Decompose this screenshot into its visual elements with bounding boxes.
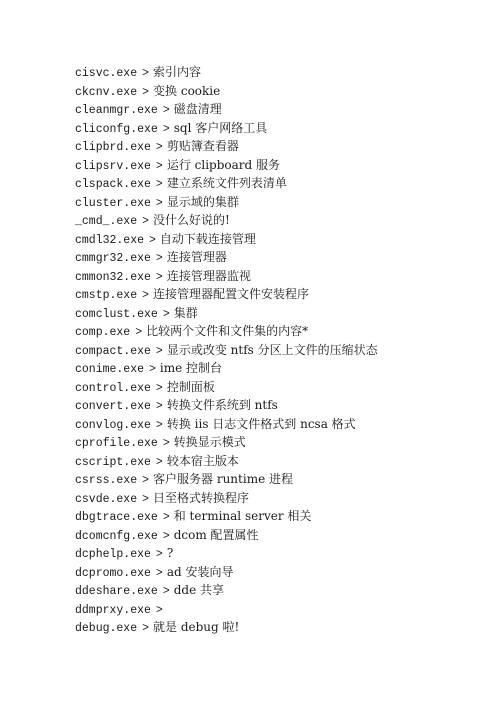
command-description: 转换 iis 日志文件格式到 ncsa 格式 — [166, 416, 356, 431]
separator-arrow: > — [149, 233, 156, 247]
separator-arrow: > — [162, 511, 170, 524]
separator-arrow: > — [155, 141, 163, 154]
command-name: compact.exe — [75, 344, 151, 358]
separator-arrow: > — [155, 603, 163, 617]
list-item — [75, 396, 378, 415]
separator-arrow: > — [162, 104, 170, 117]
list-item — [75, 378, 378, 397]
separator-arrow: > — [155, 270, 163, 284]
list-item — [75, 618, 378, 637]
command-description: 控制面板 — [166, 379, 215, 394]
list-item — [75, 137, 378, 156]
list-item — [75, 156, 378, 175]
list-item — [75, 359, 378, 378]
separator-arrow: > — [155, 566, 163, 580]
command-description: 连接管理器 — [166, 250, 227, 264]
command-description: sql 客户网络工具 — [173, 120, 268, 135]
command-description: 显示域的集群 — [166, 194, 239, 209]
command-name: cmdl32.exe — [75, 233, 145, 247]
separator-arrow: > — [142, 67, 150, 80]
command-name: dcomcnfg.exe — [75, 529, 158, 543]
separator-arrow: > — [155, 418, 163, 432]
separator-arrow: > — [142, 622, 150, 635]
command-name: cmmon32.exe — [75, 270, 151, 284]
command-name: dcpromo.exe — [75, 566, 151, 580]
command-description: 自动下载连接管理 — [159, 231, 256, 246]
command-name: ddmprxy.exe — [75, 603, 151, 617]
command-description: 日至格式转换程序 — [153, 490, 250, 505]
command-list — [75, 63, 378, 637]
separator-arrow: > — [162, 307, 170, 321]
command-name: ddeshare.exe — [75, 585, 158, 598]
separator-arrow: > — [155, 344, 163, 358]
command-name: clipbrd.exe — [75, 141, 151, 154]
command-description: ime 控制台 — [159, 361, 223, 375]
separator-arrow: > — [155, 455, 163, 469]
command-name: conime.exe — [75, 363, 145, 376]
separator-arrow: > — [142, 289, 150, 302]
command-description: 集群 — [173, 305, 198, 320]
list-item — [75, 433, 378, 452]
command-name: comclust.exe — [75, 307, 158, 321]
command-description: dcom 配置属性 — [173, 527, 259, 542]
command-description: 连接管理器监视 — [166, 268, 251, 283]
separator-arrow: > — [162, 122, 170, 136]
command-description: 转换显示模式 — [173, 435, 246, 449]
command-description: 磁盘清理 — [173, 102, 222, 116]
command-name: cisvc.exe — [75, 67, 138, 80]
separator-arrow: > — [162, 437, 170, 450]
separator-arrow: > — [162, 585, 170, 598]
command-name: csvde.exe — [75, 492, 138, 506]
separator-arrow: > — [142, 492, 150, 506]
list-item — [75, 119, 378, 138]
list-item — [75, 63, 378, 82]
separator-arrow: > — [155, 178, 163, 191]
command-description: 客户服务器 runtime 进程 — [153, 472, 293, 486]
command-name: cliconfg.exe — [75, 122, 158, 136]
command-name: ckcnv.exe — [75, 85, 138, 99]
command-description: 显示或改变 ntfs 分区上文件的压缩状态 — [166, 342, 378, 357]
command-name: _cmd_.exe — [75, 215, 138, 228]
separator-arrow: > — [155, 252, 163, 265]
list-item — [75, 322, 378, 341]
list-item — [75, 507, 378, 526]
command-description: 建立系统文件列表清单 — [166, 176, 287, 190]
list-item — [75, 452, 378, 471]
separator-arrow: > — [155, 400, 163, 413]
list-item — [75, 341, 378, 360]
list-item — [75, 82, 378, 101]
separator-arrow: > — [135, 326, 143, 339]
command-description: 比较两个文件和文件集的内容* — [146, 324, 309, 338]
separator-arrow: > — [142, 474, 150, 487]
command-name: clipsrv.exe — [75, 159, 151, 173]
command-name: cluster.exe — [75, 196, 151, 210]
command-name: dbgtrace.exe — [75, 511, 158, 524]
command-description: ad 安装向导 — [166, 564, 234, 579]
command-name: dcphelp.exe — [75, 548, 151, 561]
list-item — [75, 248, 378, 267]
separator-arrow: > — [155, 548, 163, 561]
separator-arrow: > — [155, 381, 163, 395]
command-name: clspack.exe — [75, 178, 151, 191]
command-description: 和 terminal server 相关 — [173, 509, 312, 523]
command-description: 运行 clipboard 服务 — [166, 157, 281, 172]
command-name: convlog.exe — [75, 418, 151, 432]
separator-arrow: > — [149, 363, 156, 376]
list-item — [75, 304, 378, 323]
command-name: csrss.exe — [75, 474, 138, 487]
command-description: 较本宿主版本 — [166, 453, 239, 468]
command-name: control.exe — [75, 381, 151, 395]
command-name: cleanmgr.exe — [75, 104, 158, 117]
command-description: 就是 debug 啦! — [153, 620, 240, 634]
separator-arrow: > — [155, 159, 163, 173]
list-item — [75, 230, 378, 249]
list-item — [75, 470, 378, 489]
list-item — [75, 415, 378, 434]
command-name: cmstp.exe — [75, 289, 138, 302]
separator-arrow: > — [162, 529, 170, 543]
separator-arrow: > — [155, 196, 163, 210]
list-item — [75, 563, 378, 582]
list-item — [75, 544, 378, 563]
separator-arrow: > — [142, 215, 150, 228]
command-name: cprofile.exe — [75, 437, 158, 450]
command-name: cmmgr32.exe — [75, 252, 151, 265]
command-description: 连接管理器配置文件安装程序 — [153, 287, 310, 301]
command-description: 变换 cookie — [153, 83, 221, 98]
command-description: 没什么好说的! — [153, 213, 230, 227]
list-item — [75, 100, 378, 119]
command-description: 剪贴簿查看器 — [166, 139, 239, 153]
command-description: 转换文件系统到 ntfs — [166, 398, 278, 412]
command-name: cscript.exe — [75, 455, 151, 469]
command-description: ? — [166, 546, 174, 560]
list-item — [75, 581, 378, 600]
list-item — [75, 526, 378, 545]
list-item — [75, 174, 378, 193]
command-name: comp.exe — [75, 326, 131, 339]
separator-arrow: > — [142, 85, 150, 99]
command-name: convert.exe — [75, 400, 151, 413]
list-item — [75, 489, 378, 508]
list-item — [75, 285, 378, 304]
command-description: dde 共享 — [173, 583, 225, 597]
list-item — [75, 600, 378, 619]
command-description: 索引内容 — [153, 65, 202, 79]
list-item — [75, 211, 378, 230]
list-item — [75, 267, 378, 286]
list-item — [75, 193, 378, 212]
command-name: debug.exe — [75, 622, 138, 635]
